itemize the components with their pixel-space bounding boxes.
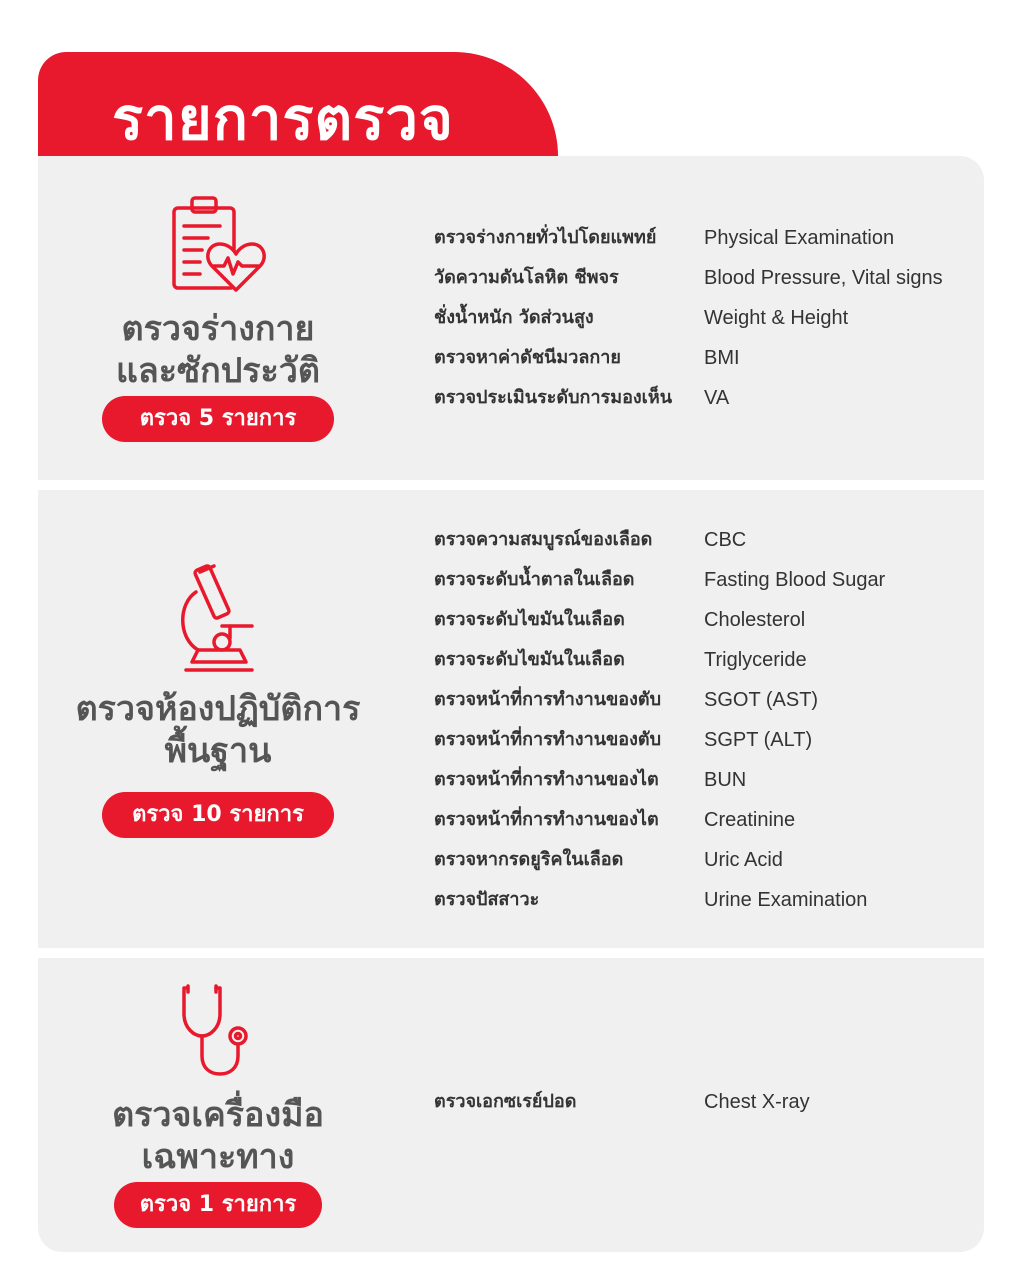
list-item [434, 840, 974, 880]
item-thai-label: ตรวจร่างกายทั่วไปโดยแพทย์ [434, 227, 657, 248]
section-title-line2: เฉพาะทาง [141, 1137, 295, 1177]
clipboard-heart-icon [166, 194, 270, 298]
item-thai-label: ตรวจระดับน้ำตาลในเลือด [434, 569, 635, 590]
item-thai-label: ตรวจหน้าที่การทำงานของตับ [434, 689, 662, 710]
item-thai-label: ตรวจหน้าที่การทำงานของไต [434, 809, 659, 830]
section-lab-tests [38, 490, 984, 948]
list-item [434, 1082, 974, 1122]
item-thai-label: ตรวจหน้าที่การทำงานของตับ [434, 729, 662, 750]
list-item [434, 640, 974, 680]
item-thai-label: ชั่งน้ำหนัก วัดส่วนสูง [434, 307, 594, 328]
section-physical-exam [38, 156, 984, 480]
item-thai-label: ตรวจประเมินระดับการมองเห็น [434, 387, 673, 408]
item-english-label: Chest X-ray [704, 1091, 810, 1113]
item-thai-label: ตรวจระดับไขมันในเลือด [434, 609, 625, 630]
list-item [434, 880, 974, 920]
list-item [434, 680, 974, 720]
item-english-label: Urine Examination [704, 889, 868, 911]
item-english-label: Fasting Blood Sugar [704, 569, 886, 591]
item-english-label: Triglyceride [704, 649, 807, 671]
item-english-label: Creatinine [704, 809, 796, 831]
item-english-label: Uric Acid [704, 849, 783, 871]
lab-item-list [434, 520, 974, 920]
list-item [434, 560, 974, 600]
item-english-label: CBC [704, 529, 747, 551]
item-thai-label: วัดความดันโลหิต ชีพจร [434, 267, 619, 288]
item-english-label: SGPT (ALT) [704, 729, 813, 751]
item-count-badge: ตรวจ 10 รายการ [102, 792, 334, 838]
item-english-label: Blood Pressure, Vital signs [704, 267, 943, 289]
stethoscope-icon [178, 984, 254, 1082]
item-thai-label: ตรวจความสมบูรณ์ของเลือด [434, 529, 653, 550]
exam-item-list [434, 218, 974, 418]
page-title: รายการตรวจ [112, 85, 454, 153]
list-item [434, 258, 974, 298]
item-thai-label: ตรวจระดับไขมันในเลือด [434, 649, 625, 670]
item-thai-label: ตรวจหน้าที่การทำงานของไต [434, 769, 659, 790]
list-item [434, 378, 974, 418]
list-item [434, 520, 974, 560]
microscope-icon [174, 562, 258, 678]
section-title [38, 308, 398, 392]
item-count-badge: ตรวจ 1 รายการ [114, 1182, 322, 1228]
item-english-label: SGOT (AST) [704, 689, 819, 711]
item-thai-label: ตรวจหาค่าดัชนีมวลกาย [434, 347, 621, 368]
item-count-badge: ตรวจ 5 รายการ [102, 396, 334, 442]
section-title-line1: ตรวจเครื่องมือ [112, 1095, 324, 1135]
list-item [434, 800, 974, 840]
section-title-line2: พื้นฐาน [164, 731, 272, 771]
item-english-label: Cholesterol [704, 609, 806, 631]
list-item [434, 760, 974, 800]
section-title [38, 688, 398, 772]
item-thai-label: ตรวจเอกซเรย์ปอด [434, 1091, 577, 1112]
equipment-item-list [434, 1082, 974, 1122]
item-thai-label: ตรวจปัสสาวะ [434, 889, 540, 910]
item-english-label: Physical Examination [704, 227, 895, 249]
item-english-label: VA [704, 387, 730, 409]
section-special-equipment [38, 958, 984, 1252]
list-item [434, 218, 974, 258]
item-thai-label: ตรวจหากรดยูริคในเลือด [434, 849, 624, 870]
item-english-label: BMI [704, 347, 740, 369]
list-item [434, 338, 974, 378]
section-title [38, 1094, 398, 1178]
list-item [434, 600, 974, 640]
item-english-label: BUN [704, 769, 747, 791]
item-english-label: Weight & Height [704, 307, 849, 329]
section-title-line1: ตรวจร่างกาย [121, 309, 315, 349]
list-item [434, 298, 974, 338]
list-item [434, 720, 974, 760]
section-title-line2: และซักประวัติ [116, 351, 320, 391]
section-title-line1: ตรวจห้องปฏิบัติการ [75, 689, 361, 729]
